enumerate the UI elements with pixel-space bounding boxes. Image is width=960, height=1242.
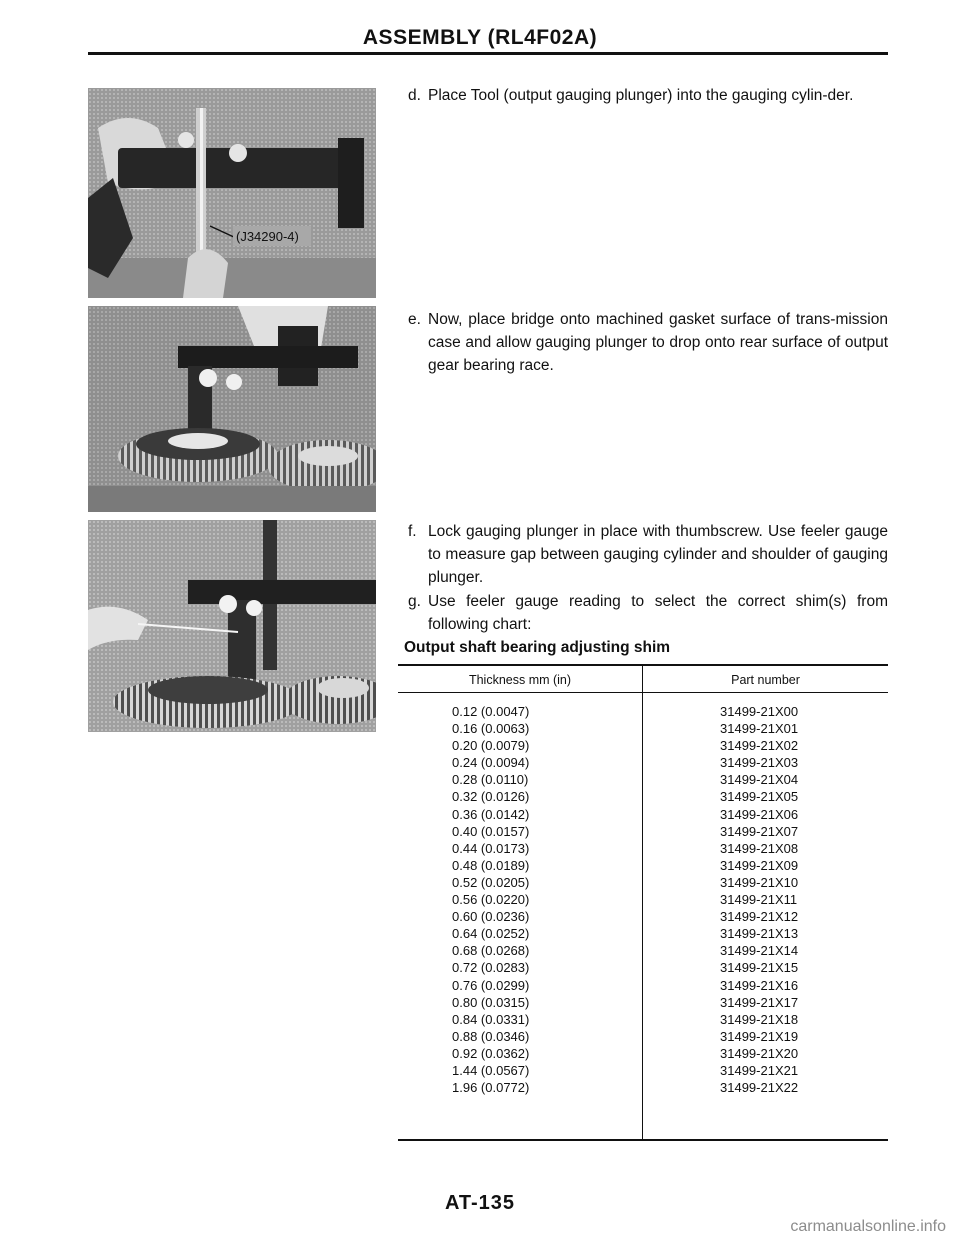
- table-row: [398, 942, 888, 959]
- table-row: [398, 703, 888, 720]
- table-row: [398, 959, 888, 976]
- table-row: [398, 857, 888, 874]
- table-bottom-rule: [398, 1139, 888, 1141]
- step-d: [408, 84, 888, 107]
- watermark: carmanualsonline.info: [790, 1218, 946, 1235]
- part-number-cell: 31499-21X13: [720, 926, 799, 942]
- table-top-rule: [398, 664, 888, 666]
- thickness-cell: 0.44 (0.0173): [452, 840, 530, 856]
- part-number-cell: 31499-21X17: [720, 994, 799, 1010]
- step-text: Lock gauging plunger in place with thumbscrew. Use feeler gauge to measure gap between gauging cylinder and shoulder of gauging plunger.: [428, 523, 888, 586]
- table-row: [398, 1011, 888, 1028]
- part-number-cell: 31499-21X01: [720, 721, 799, 737]
- thickness-cell: 0.92 (0.0362): [452, 1045, 530, 1061]
- thickness-cell: 0.80 (0.0315): [452, 994, 530, 1010]
- part-number-cell: 31499-21X07: [720, 823, 799, 839]
- table-header-rule: [398, 692, 888, 693]
- part-number-cell: 31499-21X15: [720, 960, 799, 976]
- thickness-cell: 0.24 (0.0094): [452, 755, 530, 771]
- table-row: [398, 720, 888, 737]
- table-row: [398, 754, 888, 771]
- table-row: [398, 771, 888, 788]
- step-marker: f.: [408, 523, 417, 540]
- thickness-cell: 0.28 (0.0110): [452, 772, 529, 788]
- thickness-cell: 0.20 (0.0079): [452, 738, 530, 754]
- thickness-cell: 1.44 (0.0567): [452, 1062, 530, 1078]
- part-number-cell: 31499-21X16: [720, 977, 799, 993]
- table-heading: Output shaft bearing adjusting shim: [404, 639, 671, 656]
- part-number-cell: 31499-21X03: [720, 755, 799, 771]
- thickness-cell: 0.60 (0.0236): [452, 909, 530, 925]
- part-number-cell: 31499-21X05: [720, 789, 799, 805]
- table-row: [398, 1045, 888, 1062]
- photo-feeler-gauge: [88, 520, 376, 732]
- thickness-cell: 0.72 (0.0283): [452, 960, 530, 976]
- table-row: [398, 908, 888, 925]
- step-text: Use feeler gauge reading to select the correct shim(s) from following chart:: [428, 593, 888, 633]
- table-row: [398, 925, 888, 942]
- thickness-cell: 0.16 (0.0063): [452, 721, 530, 737]
- table-row: [398, 874, 888, 891]
- header-rule: [88, 52, 888, 55]
- table-row: [398, 788, 888, 805]
- table-row: [398, 891, 888, 908]
- shim-table-body: [398, 703, 888, 1096]
- thickness-cell: 0.56 (0.0220): [452, 892, 530, 908]
- part-number-cell: 31499-21X22: [720, 1080, 799, 1096]
- table-row: [398, 1028, 888, 1045]
- part-number-cell: 31499-21X18: [720, 1011, 799, 1027]
- thickness-cell: 1.96 (0.0772): [452, 1080, 530, 1096]
- table-row: [398, 840, 888, 857]
- part-number-cell: 31499-21X08: [720, 840, 799, 856]
- table-row: [398, 1062, 888, 1079]
- column-header-thickness: Thickness mm (in): [468, 673, 572, 687]
- step-g: [408, 590, 888, 636]
- step-f: [408, 520, 888, 589]
- table-row: [398, 806, 888, 823]
- part-number-cell: 31499-21X09: [720, 857, 799, 873]
- part-number-cell: 31499-21X19: [720, 1028, 799, 1044]
- thickness-cell: 0.32 (0.0126): [452, 789, 530, 805]
- thickness-cell: 0.64 (0.0252): [452, 926, 530, 942]
- photo-gauging-plunger: [88, 88, 376, 298]
- part-number-cell: 31499-21X20: [720, 1045, 799, 1061]
- part-number-cell: 31499-21X12: [720, 909, 799, 925]
- part-number-cell: 31499-21X02: [720, 738, 799, 754]
- step-e: [408, 308, 888, 377]
- table-row: [398, 1079, 888, 1096]
- table-row: [398, 823, 888, 840]
- step-marker: d.: [408, 87, 421, 104]
- photo-bridge-on-case: [88, 306, 376, 512]
- tool-callout: (J34290-4): [236, 229, 299, 244]
- thickness-cell: 0.48 (0.0189): [452, 857, 530, 873]
- thickness-cell: 0.76 (0.0299): [452, 977, 530, 993]
- part-number-cell: 31499-21X10: [720, 874, 799, 890]
- part-number-cell: 31499-21X06: [720, 806, 799, 822]
- thickness-cell: 0.36 (0.0142): [452, 806, 530, 822]
- step-marker: g.: [408, 593, 421, 610]
- part-number-cell: 31499-21X21: [720, 1062, 799, 1078]
- thickness-cell: 0.88 (0.0346): [452, 1028, 530, 1044]
- thickness-cell: 0.12 (0.0047): [452, 704, 530, 719]
- step-text: Place Tool (output gauging plunger) into the gauging cylin-der.: [428, 87, 854, 104]
- part-number-cell: 31499-21X11: [720, 892, 798, 908]
- thickness-cell: 0.84 (0.0331): [452, 1011, 530, 1027]
- thickness-cell: 0.52 (0.0205): [452, 874, 530, 890]
- column-header-part-number: Part number: [731, 673, 800, 687]
- thickness-cell: 0.68 (0.0268): [452, 943, 530, 959]
- step-marker: e.: [408, 311, 421, 328]
- page-number: AT-135: [444, 1192, 516, 1214]
- page-title: ASSEMBLY (RL4F02A): [362, 26, 598, 49]
- table-row: [398, 994, 888, 1011]
- part-number-cell: 31499-21X14: [720, 943, 799, 959]
- step-text: Now, place bridge onto machined gasket surface of trans-mission case and allow gauging plunger to drop onto rear surface of output gear bearing race.: [428, 311, 888, 374]
- table-row: [398, 737, 888, 754]
- part-number-cell: 31499-21X04: [720, 772, 799, 788]
- thickness-cell: 0.40 (0.0157): [452, 823, 530, 839]
- part-number-cell: 31499-21X00: [720, 704, 799, 719]
- table-row: [398, 977, 888, 994]
